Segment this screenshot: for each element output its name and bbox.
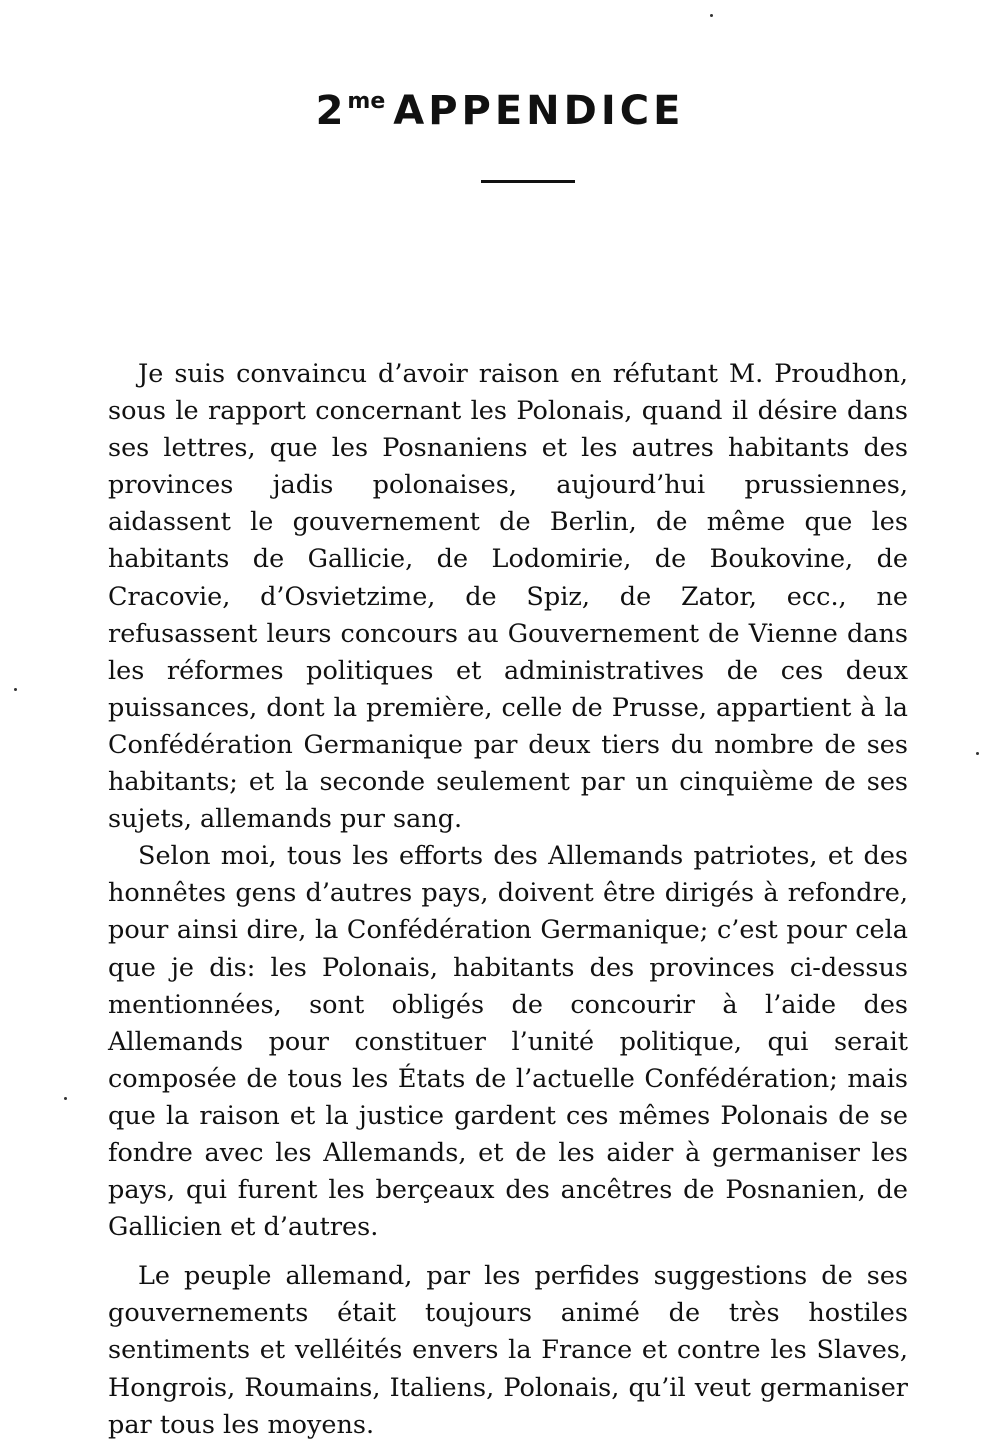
ink-speck: [14, 688, 17, 691]
ink-speck: [710, 14, 713, 17]
paragraph-3: Le peuple allemand, par les perfides suggestions de ses gouvernements était toujours animé de très hostiles sentiments et velléités envers la France et contre les Slaves, Hongrois, Roumains, Italiens, Polonais, qu’il veut germaniser par tous les moyens.: [108, 1261, 908, 1440]
body-text: [108, 356, 908, 1444]
page-title: [0, 72, 1000, 141]
paragraph-1: Je suis convaincu d’avoir raison en réfutant M. Proudhon, sous le rapport concernant les Polonais, quand il désire dans ses lettres, que les Posnaniens et les autres habitants des provinces jadis polonaises, aujourd’hui prussiennes, aidassent le gouvernement de Berlin, de même que les habitants de Gallicie, de Lodomirie, de Boukovine, de Cracovie, d’Osvietzime, de Spiz, de Zator, ecc., ne refusassent leurs concours au Gouvernement de Vienne dans les réformes politiques et administratives de ces deux puissances, dont la première, celle de Prusse, appartient à la Confédération Germanique par deux tiers du nombre de ses habitants; et la seconde seulement par un cinquième de ses sujets, allemands pur sang.: [108, 359, 908, 835]
title-superscript: me: [347, 89, 386, 114]
ink-speck: [64, 1097, 67, 1100]
ink-speck: [976, 752, 979, 755]
title-divider: [481, 180, 575, 183]
title-word: APPENDICE: [393, 88, 685, 134]
title-number: 2: [315, 88, 348, 134]
paragraph-2: Selon moi, tous les efforts des Allemands patriotes, et des honnêtes gens d’autres pays, doivent être dirigés à refondre, pour ainsi dire, la Confédération Germanique; c’est pour cela que je dis: les Polonais, habitants des provinces ci-dessus mentionnées, sont obligés de concourir à l’aide des Allemands pour constituer l’unité politique, qui serait composée de tous les États de l’actuelle Confédération; mais que la raison et la justice gardent ces mêmes Polonais de se fondre avec les Allemands, et de les aider à germaniser les pays, qui furent les berçeaux des ancêtres de Posnanien, de Gallicien et d’autres.: [108, 841, 908, 1243]
